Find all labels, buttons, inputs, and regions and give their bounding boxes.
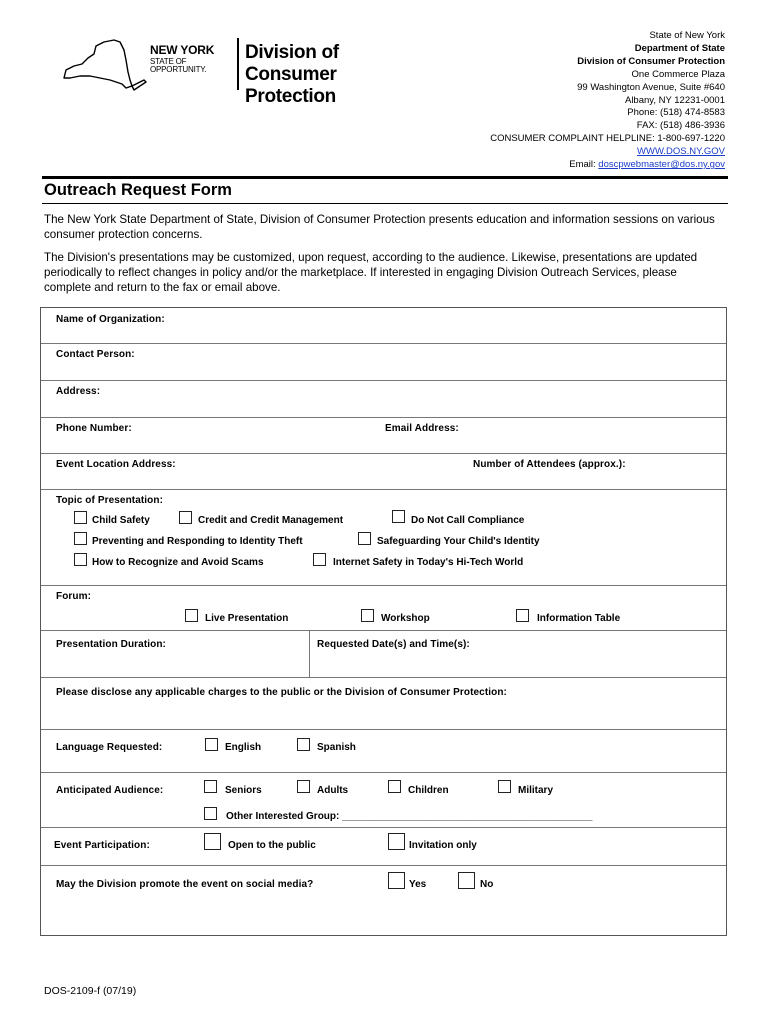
information-table-label: Information Table bbox=[537, 613, 621, 624]
scams-label: How to Recognize and Avoid Scams bbox=[92, 557, 264, 568]
forum-section bbox=[41, 586, 726, 631]
other-group-checkbox[interactable] bbox=[204, 807, 217, 820]
language-label: Language Requested: bbox=[56, 742, 163, 753]
workshop-label: Workshop bbox=[381, 613, 430, 624]
internet-safety-checkbox[interactable] bbox=[313, 553, 326, 566]
org-label: Name of Organization: bbox=[56, 314, 165, 325]
nys-logo bbox=[60, 36, 370, 107]
english-checkbox[interactable] bbox=[205, 738, 218, 751]
participation-row bbox=[41, 828, 726, 866]
seniors-checkbox[interactable] bbox=[204, 780, 217, 793]
page-title: Outreach Request Form bbox=[44, 181, 232, 199]
credit-label: Credit and Credit Management bbox=[198, 515, 344, 526]
header-rule bbox=[42, 176, 728, 179]
duration-divider bbox=[309, 631, 310, 677]
spanish-label: Spanish bbox=[317, 742, 356, 753]
addr-phone: Phone: (518) 474-8583 bbox=[627, 107, 725, 119]
addr-fax: FAX: (518) 486-3936 bbox=[636, 120, 725, 132]
requested-dates-label[interactable]: Requested Date(s) and Time(s): bbox=[317, 639, 470, 650]
other-group-label[interactable]: Other Interested Group: _____________________________________________ bbox=[226, 811, 593, 822]
org-field[interactable] bbox=[41, 308, 726, 344]
information-table-checkbox[interactable] bbox=[516, 609, 529, 622]
child-safety-label: Child Safety bbox=[92, 515, 150, 526]
division-title bbox=[245, 42, 370, 108]
address-label: Address: bbox=[56, 386, 101, 397]
social-no-checkbox[interactable] bbox=[458, 872, 475, 889]
addr-division: Division of Consumer Protection bbox=[577, 55, 725, 67]
participation-label: Event Participation: bbox=[54, 840, 150, 851]
title-rule bbox=[42, 203, 728, 204]
attendees-label[interactable]: Number of Attendees (approx.): bbox=[473, 459, 626, 470]
topic-label: Topic of Presentation: bbox=[56, 495, 164, 506]
addr-street: 99 Washington Avenue, Suite #640 bbox=[577, 81, 725, 93]
social-media-row bbox=[41, 866, 726, 935]
spanish-checkbox[interactable] bbox=[297, 738, 310, 751]
logo-new-york: NEW YORK bbox=[150, 43, 215, 57]
do-not-call-label: Do Not Call Compliance bbox=[411, 515, 525, 526]
intro-paragraph-1: The New York State Department of State, Division of Consumer Protection presents education and information sessions on various consumer protection concerns. bbox=[44, 213, 715, 241]
child-identity-label: Safeguarding Your Child's Identity bbox=[377, 536, 540, 547]
live-presentation-checkbox[interactable] bbox=[185, 609, 198, 622]
social-yes-label: Yes bbox=[409, 879, 427, 890]
children-checkbox[interactable] bbox=[388, 780, 401, 793]
contact-field[interactable] bbox=[41, 344, 726, 381]
military-checkbox[interactable] bbox=[498, 780, 511, 793]
audience-label: Anticipated Audience: bbox=[56, 785, 164, 796]
adults-checkbox[interactable] bbox=[297, 780, 310, 793]
workshop-checkbox[interactable] bbox=[361, 609, 374, 622]
new-york-state-map-icon bbox=[60, 36, 150, 96]
scams-checkbox[interactable] bbox=[74, 553, 87, 566]
division-title-line2: Consumer Protection bbox=[245, 64, 337, 107]
addr-state: State of New York bbox=[649, 30, 725, 41]
language-row bbox=[41, 730, 726, 773]
open-to-public-checkbox[interactable] bbox=[204, 833, 221, 850]
english-label: English bbox=[225, 742, 262, 753]
child-identity-checkbox[interactable] bbox=[358, 532, 371, 545]
contact-label: Contact Person: bbox=[56, 349, 135, 360]
phone-label[interactable]: Phone Number: bbox=[56, 423, 132, 434]
phone-email-row bbox=[41, 418, 726, 454]
logo-opportunity: OPPORTUNITY. bbox=[150, 65, 207, 74]
internet-safety-label: Internet Safety in Today's Hi-Tech World bbox=[333, 557, 524, 568]
social-media-label: May the Division promote the event on social media? bbox=[56, 879, 314, 890]
military-label: Military bbox=[518, 785, 554, 796]
open-to-public-label: Open to the public bbox=[228, 840, 316, 851]
seniors-label: Seniors bbox=[225, 785, 262, 796]
addr-department: Department of State bbox=[634, 42, 725, 54]
email-label: Email: bbox=[569, 159, 599, 171]
addr-city: Albany, NY 12231-0001 bbox=[624, 94, 725, 106]
addr-building: One Commerce Plaza bbox=[631, 68, 725, 80]
logo-state-of: STATE OF bbox=[150, 57, 187, 66]
credit-checkbox[interactable] bbox=[179, 511, 192, 524]
invitation-only-label: Invitation only bbox=[409, 840, 477, 851]
intro-paragraph-2: The Division's presentations may be customized, upon request, according to the audience. Likewise, presentations are updated periodically to reflect changes in policy and/or the marketplace. If interested in engaging Division Outreach Services, please complete and return to the fax or email above. bbox=[44, 251, 698, 294]
agency-address bbox=[490, 30, 725, 172]
forum-label: Forum: bbox=[56, 591, 92, 602]
children-label: Children bbox=[408, 785, 449, 796]
website-link[interactable]: WWW.DOS.NY.GOV bbox=[637, 146, 725, 158]
identity-theft-label: Preventing and Responding to Identity Theft bbox=[92, 536, 303, 547]
live-presentation-label: Live Presentation bbox=[205, 613, 289, 624]
do-not-call-checkbox[interactable] bbox=[392, 510, 405, 523]
form-number: DOS-2109-f (07/19) bbox=[44, 985, 137, 997]
identity-theft-checkbox[interactable] bbox=[74, 532, 87, 545]
event-location-label[interactable]: Event Location Address: bbox=[56, 459, 176, 470]
logo-divider bbox=[237, 38, 239, 90]
audience-row bbox=[41, 773, 726, 828]
request-form bbox=[40, 307, 727, 936]
location-row bbox=[41, 454, 726, 490]
invitation-only-checkbox[interactable] bbox=[388, 833, 405, 850]
social-no-label: No bbox=[480, 879, 494, 890]
adults-label: Adults bbox=[317, 785, 349, 796]
addr-helpline: CONSUMER COMPLAINT HELPLINE: 1-800-697-1220 bbox=[490, 133, 725, 145]
email-link[interactable]: doscpwebmaster@dos.ny.gov bbox=[598, 159, 725, 171]
charges-field[interactable] bbox=[41, 678, 726, 730]
duration-label[interactable]: Presentation Duration: bbox=[56, 639, 166, 650]
address-field[interactable] bbox=[41, 381, 726, 418]
email-address-label[interactable]: Email Address: bbox=[385, 423, 459, 434]
social-yes-checkbox[interactable] bbox=[388, 872, 405, 889]
child-safety-checkbox[interactable] bbox=[74, 511, 87, 524]
duration-row bbox=[41, 631, 726, 678]
division-title-line1: Division of bbox=[245, 42, 339, 63]
charges-label: Please disclose any applicable charges to the public or the Division of Consumer Protection: bbox=[56, 687, 507, 698]
topic-section bbox=[41, 490, 726, 586]
